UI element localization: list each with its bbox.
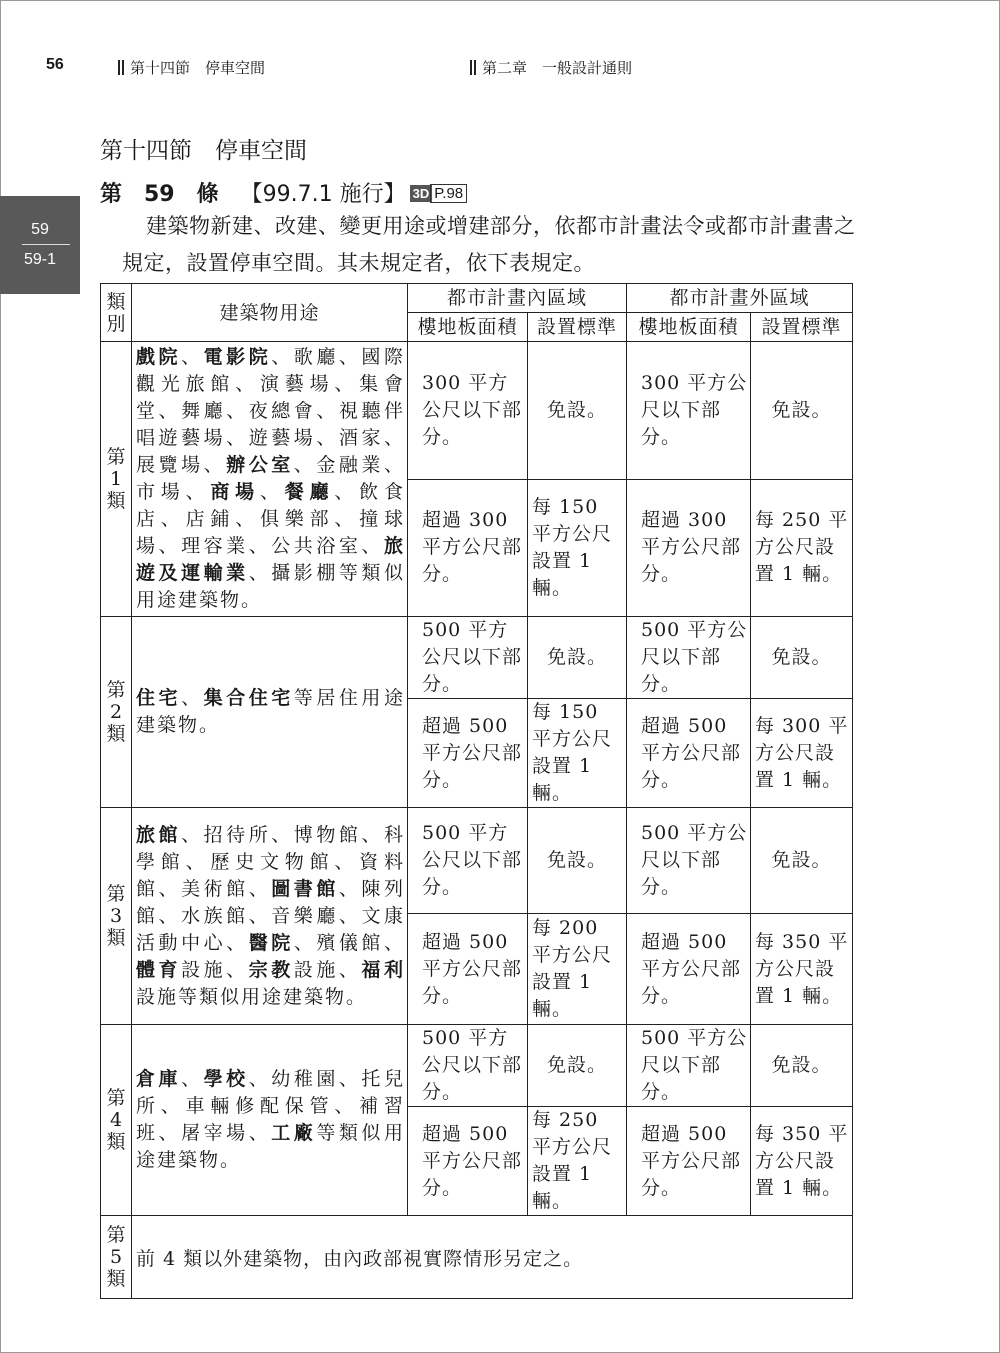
inside-high-area-cell: 超過 500 平方公尺部分。 [408,1107,528,1216]
outside-high-standard-cell: 每 350 平方公尺設置 1 輛。 [751,1107,853,1216]
side-tab [0,196,80,294]
use-text: 、幼稚園、托兒所、車輛修配保管、補習班、屠宰場、 [136,1068,405,1144]
use-keyword: 學校 [203,1068,249,1090]
inside-high-standard-cell: 每 200 平方公尺設置 1 輛。 [528,914,627,1025]
use-text: 、陳列館、水族館、音樂廳、文康活動中心、 [136,877,405,954]
category-cell: 第 2 類 [101,617,132,808]
use-keyword: 商場 [210,481,260,503]
category-cell: 第 1 類 [101,342,132,617]
outside-high-area-cell: 超過 300 平方公尺部分。 [627,479,751,617]
inside-low-area-cell: 500 平方公尺以下部分。 [408,617,528,699]
effective-date: 【99.7.1 施行】 [240,182,406,207]
use-keyword: 醫院 [248,931,294,954]
use-text: 、 [259,481,285,503]
article-paragraph: 建築物新建、改建、變更用途或增建部分，依都市計畫法令或都市計畫書之規定，設置停車空間。其未規定者，依下表規定。 [122,214,856,275]
inside-low-standard-cell: 免設。 [528,342,627,480]
table-row [101,1025,853,1107]
use-text: 、 [181,346,204,368]
inside-low-standard-cell: 免設。 [528,808,627,914]
article-number: 第 59 條 [100,182,219,207]
header-use: 建築物用途 [132,284,408,342]
use-keyword: 集合住宅 [203,687,294,709]
category-cell: 第 5 類 [101,1216,132,1299]
use-keyword: 工廠 [271,1122,317,1144]
header-floor-area-inside: 樓地板面積 [408,313,528,342]
use-text: 、招待所、博物館、科學館、歷史文物館、資料館、美術館、 [136,823,405,900]
use-keyword: 倉庫 [136,1068,182,1090]
side-tab-subarticle: 59-1 [23,251,57,268]
header-category [101,284,132,342]
use-keyword: 餐廳 [284,481,335,503]
use-text: 等居住用途建築物。 [136,687,405,736]
use-keyword: 旅館 [136,823,182,846]
use-text: 、殯儀館、 [293,931,405,954]
inside-high-area-cell: 超過 500 平方公尺部分。 [408,914,528,1025]
use-text: 、攝影棚等類似用途建築物。 [136,562,405,611]
inside-low-area-cell: 500 平方公尺以下部分。 [408,1025,528,1107]
use-keyword: 圖書館 [271,877,339,900]
building-use-cell [132,342,408,617]
use-keyword: 電影院 [203,346,272,368]
outside-low-area-cell: 500 平方公尺以下部分。 [627,1025,751,1107]
category-cell: 第 4 類 [101,1025,132,1216]
outside-high-area-cell: 超過 500 平方公尺部分。 [627,914,751,1025]
table-row [101,808,853,914]
right-running-head [470,57,632,78]
use-keyword: 住宅 [136,687,182,709]
building-use-cell [132,808,408,1025]
outside-high-area-cell: 超過 500 平方公尺部分。 [627,1107,751,1216]
page-number: 56 [46,56,64,73]
outside-low-area-cell: 500 平方公尺以下部分。 [627,617,751,699]
inside-high-area-cell: 超過 500 平方公尺部分。 [408,699,528,808]
use-keyword: 宗教 [248,958,294,981]
use-text: 、歌廳、國際觀光旅館、演藝場、集會堂、舞廳、夜總會、視聽伴唱遊藝場、遊藝場、酒家、展覽場、 [136,346,405,476]
use-text: 設施、 [293,958,362,981]
use-keyword: 福利 [361,958,405,981]
header-category-label: 類 別 [106,290,126,335]
double-bar-icon [118,60,124,75]
inside-low-area-cell: 500 平方公尺以下部分。 [408,808,528,914]
outside-high-area-cell: 超過 500 平方公尺部分。 [627,699,751,808]
outside-low-standard-cell: 免設。 [751,617,853,699]
use-text: 、 [181,687,204,709]
use-text: 等類似用途建築物。 [136,1122,405,1171]
header-floor-area-outside: 樓地板面積 [627,313,751,342]
outside-high-standard-cell: 每 300 平方公尺設置 1 輛。 [751,699,853,808]
inside-low-standard-cell: 免設。 [528,617,627,699]
inside-low-area-cell: 300 平方公尺以下部分。 [408,342,528,480]
use-keyword: 辦公室 [226,454,294,476]
ref-3d-badge: 3D [410,185,433,202]
outside-high-standard-cell: 每 350 平方公尺設置 1 輛。 [751,914,853,1025]
table-row [101,1216,853,1299]
other-category-note: 前 4 類以外建築物，由內政部視實際情形另定之。 [132,1216,853,1299]
use-text: 、金融業、市場、 [136,454,405,503]
table-row [101,342,853,480]
inside-high-area-cell: 超過 300 平方公尺部分。 [408,479,528,617]
outside-low-standard-cell: 免設。 [751,808,853,914]
header-urban-outside: 都市計畫外區域 [627,284,853,313]
header-standard-outside: 設置標準 [751,313,853,342]
inside-high-standard-cell: 每 250 平方公尺設置 1 輛。 [528,1107,627,1216]
use-keyword: 體育 [136,958,182,981]
outside-high-standard-cell: 每 250 平方公尺設置 1 輛。 [751,479,853,617]
section-title: 第十四節 停車空間 [100,138,307,164]
ref-page-badge: P.98 [430,184,467,203]
right-running-head-text: 第二章 一般設計通則 [482,59,633,77]
outside-low-area-cell: 500 平方公尺以下部分。 [627,808,751,914]
header-standard-inside: 設置標準 [528,313,627,342]
side-tab-divider [22,244,70,245]
use-keyword: 旅遊及運輸業 [136,535,405,584]
header-urban-inside: 都市計畫內區域 [408,284,627,313]
double-bar-icon [470,60,476,75]
use-text: 、飲食店、店鋪、俱樂部、撞球場、理容業、公共浴室、 [136,481,405,557]
use-text: 設施等類似用途建築物。 [136,985,368,1008]
outside-low-area-cell: 300 平方公尺以下部分。 [627,342,751,480]
inside-low-standard-cell: 免設。 [528,1025,627,1107]
building-use-cell [132,617,408,808]
inside-high-standard-cell: 每 150 平方公尺設置 1 輛。 [528,699,627,808]
category-cell: 第 3 類 [101,808,132,1025]
left-running-head-text: 第十四節 停車空間 [130,59,266,77]
building-use-cell [132,1025,408,1216]
outside-low-standard-cell: 免設。 [751,1025,853,1107]
left-running-head [118,57,265,78]
use-text: 、 [181,1068,204,1090]
outside-low-standard-cell: 免設。 [751,342,853,480]
inside-high-standard-cell: 每 150 平方公尺設置 1 輛。 [528,479,627,617]
use-text: 設施、 [181,958,249,981]
parking-standard-table [100,283,853,1299]
article-heading [100,177,467,208]
use-keyword: 戲院 [136,346,182,368]
table-row [101,617,853,699]
side-tab-article: 59 [31,221,49,238]
